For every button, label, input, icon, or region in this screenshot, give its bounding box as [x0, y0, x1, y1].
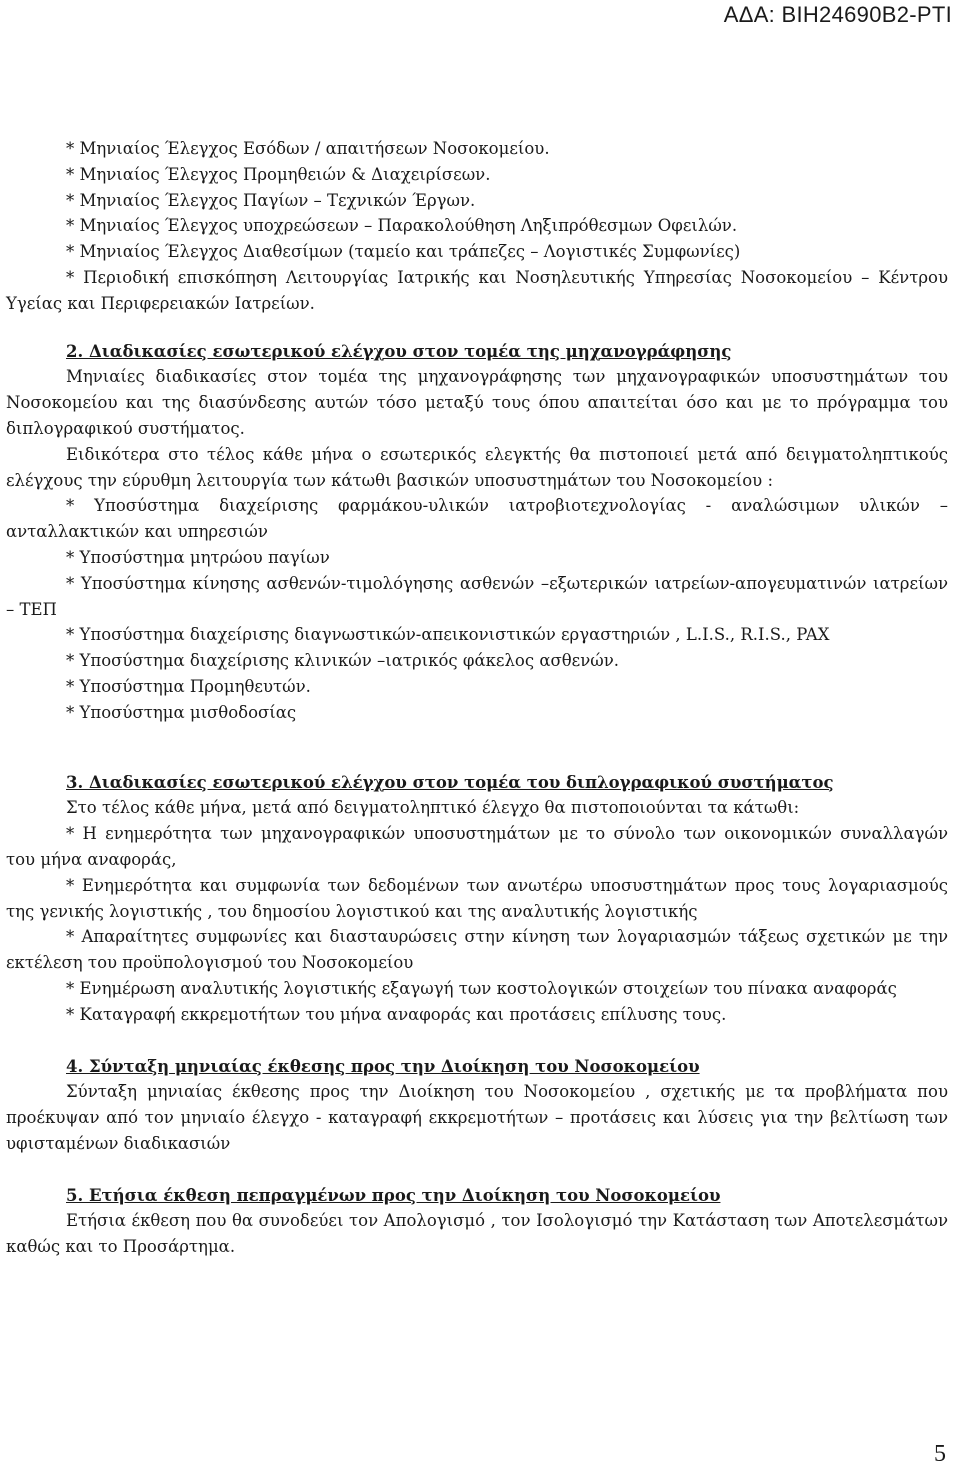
list-item: * Υποσύστημα διαχείρισης κλινικών –ιατρικός φάκελος ασθενών.: [66, 651, 619, 671]
list-item: * Η ενημερότητα των μηχανογραφικών υποσυστημάτων με το σύνολο των οικονομικών συναλλαγών του μήνα αναφοράς,: [6, 824, 948, 869]
paragraph: Στο τέλος κάθε μήνα, μετά από δειγματοληπτικό έλεγχο θα πιστοποιούνται τα κάτωθι:: [66, 798, 800, 818]
section-heading: 2. Διαδικασίες εσωτερικού ελέγχου στον τομέα της μηχανογράφησης: [66, 341, 732, 361]
section-heading: 4. Σύνταξη μηνιαίας έκθεσης προς την Διοίκηση του Νοσοκομείου: [66, 1056, 700, 1076]
list-item: * Ενημερότητα και συμφωνία των δεδομένων των ανωτέρω υποσυστημάτων προς τους λογαριασμούς της γενικής λογιστικής , του δημοσίου λογιστικού και της αναλυτικής λογιστικής: [6, 875, 948, 921]
list-item: * Μηνιαίος Έλεγχος Εσόδων / απαιτήσεων Νοσοκομείου.: [66, 139, 550, 158]
list-item: * Περιοδική επισκόπηση Λειτουργίας Ιατρικής και Νοσηλευτικής Υπηρεσίας Νοσοκομείου – Κέντρου Υγείας και Περιφερειακών Ιατρείων.: [6, 267, 948, 313]
page-number: 5: [934, 1441, 946, 1467]
paragraph: Ειδικότερα στο τέλος κάθε μήνα ο εσωτερικός ελεγκτής θα πιστοποιεί μετά από δειγματοληπτικούς ελέγχους την εύρυθμη λειτουργία των κάτωθι βασικών υποσυστημάτων του Νοσοκομείου :: [6, 444, 948, 490]
list-item: * Καταγραφή εκκρεμοτήτων του μήνα αναφοράς και προτάσεις επίλυσης τους.: [66, 1004, 727, 1024]
list-item: * Υποσύστημα Προμηθευτών.: [66, 676, 311, 696]
list-item: * Υποσύστημα μητρώου παγίων: [66, 547, 330, 567]
list-item: * Υποσύστημα διαχείρισης διαγνωστικών-απεικονιστικών εργαστηριών , L.I.S., R.I.S., PAX: [66, 625, 830, 645]
list-item: * Απαραίτητες συμφωνίες και διασταυρώσεις στην κίνηση των λογαριασμών τάξεως σχετικών με την εκτέλεση του προϋπολογισμού του Νοσοκομείου: [6, 927, 948, 973]
section-heading: 5. Ετήσια έκθεση πεπραγμένων προς την Διοίκηση του Νοσοκομείου: [66, 1185, 721, 1205]
paragraph: Ετήσια έκθεση που θα συνοδεύει τον Απολογισμό , τον Ισολογισμό την Κατάσταση των Αποτελεσμάτων καθώς και το Προσάρτημα.: [6, 1211, 948, 1257]
paragraph: Μηνιαίες διαδικασίες στον τομέα της μηχανογράφησης των μηχανογραφικών υποσυστημάτων του Νοσοκομείου και της διασύνδεσης αυτών τόσο μεταξύ τους όπου απαιτείται όσο και με το πρόγραμμα του διπλογραφικού συστήματος.: [6, 367, 948, 438]
ada-code: ΑΔΑ: ΒΙΗ24690Β2-ΡΤΙ: [723, 2, 952, 27]
section-heading: 3. Διαδικασίες εσωτερικού ελέγχου στον τομέα του διπλογραφικού συστήματος: [66, 772, 834, 792]
paragraph: Σύνταξη μηνιαίας έκθεσης προς την Διοίκηση του Νοσοκομείου , σχετικής με τα προβλήματα που προέκυψαν από τον μηνιαίο έλεγχο - καταγραφή εκκρεμοτήτων – προτάσεις και λύσεις για την βελτίωση των υφισταμένων διαδικασιών: [6, 1082, 948, 1153]
document-body: [6, 136, 948, 1260]
list-item: * Υποσύστημα διαχείρισης φαρμάκου-υλικών ιατροβιοτεχνολογίας - αναλώσιμων υλικών –ανταλλακτικών και υπηρεσιών: [6, 496, 948, 542]
list-item: * Μηνιαίος Έλεγχος Παγίων – Τεχνικών Έργων.: [66, 190, 476, 210]
list-item: * Μηνιαίος Έλεγχος Διαθεσίμων (ταμείο και τράπεζες – Λογιστικές Συμφωνίες): [66, 242, 741, 262]
list-item: * Μηνιαίος Έλεγχος υποχρεώσεων – Παρακολούθηση Ληξιπρόθεσμων Οφειλών.: [66, 216, 738, 236]
list-item: * Υποσύστημα μισθοδοσίας: [66, 702, 297, 722]
list-item: * Ενημέρωση αναλυτικής λογιστικής εξαγωγή των κοστολογικών στοιχείων του πίνακα αναφοράς: [66, 978, 897, 998]
list-item: * Μηνιαίος Έλεγχος Προμηθειών & Διαχειρίσεων.: [66, 164, 491, 184]
list-item: * Υποσύστημα κίνησης ασθενών-τιμολόγησης ασθενών –εξωτερικών ιατρείων-απογευματινών ιατρείων – ΤΕΠ: [6, 573, 948, 619]
